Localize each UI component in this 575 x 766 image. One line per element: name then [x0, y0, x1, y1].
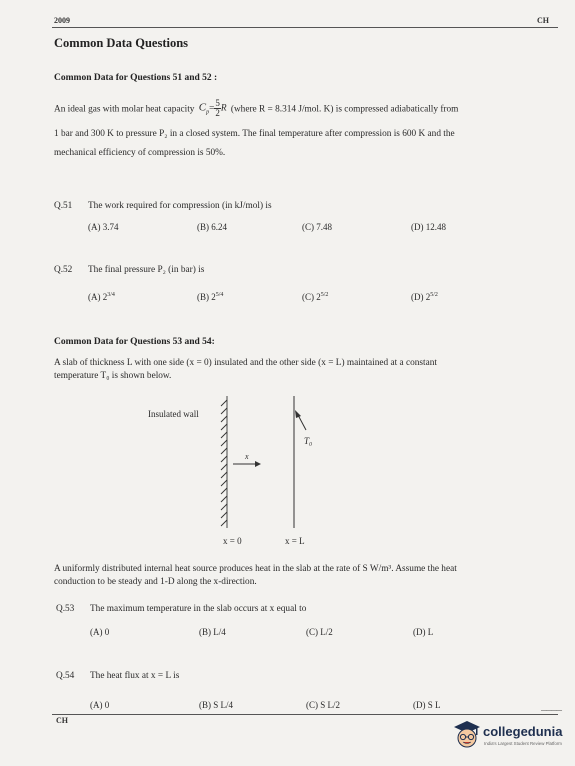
slab-diagram	[130, 388, 330, 553]
q51-option-a: (A) 3.74	[88, 222, 119, 232]
x-direction-arrow	[233, 461, 261, 467]
insulated-wall-hatch	[221, 396, 227, 528]
graduate-mascot-icon	[452, 719, 482, 751]
q52-number: Q.52	[54, 265, 73, 275]
q51-text: The work required for compression (in kJ/mol) is	[88, 201, 272, 211]
footer-page-mark: ————	[541, 708, 561, 714]
eq-r: R	[220, 103, 227, 114]
group2b-line1: A uniformly distributed internal heat source produces heat in the slab at the rate of S W/m³. Assume the heat	[54, 564, 457, 574]
eq-frac-den: 2	[215, 108, 220, 118]
q52-option-c	[302, 292, 328, 302]
group2-heading: Common Data for Questions 53 and 54:	[54, 337, 215, 347]
heat-capacity-equation	[199, 99, 227, 120]
group1-line2: 1 bar and 300 K to pressure P₂ in a closed system. The final temperature after compression is 600 K and the	[54, 129, 455, 139]
group1-line1-post: (where R = 8.314 J/mol. K) is compressed adiabatically from	[230, 104, 459, 115]
q53-option-c: (C) L/2	[306, 627, 333, 637]
eq-frac-num: 5	[215, 98, 220, 108]
q53-number: Q.53	[56, 604, 75, 614]
group1-heading: Common Data for Questions 51 and 52 :	[54, 73, 218, 83]
group2-line2: temperature T₀ is shown below.	[54, 371, 172, 381]
q54-text: The heat flux at x = L is	[90, 671, 180, 681]
q53-option-a: (A) 0	[90, 627, 110, 637]
eq-cp: C	[198, 101, 207, 114]
q53-option-d: (D) L	[413, 627, 434, 637]
eq-cp-sub: p	[206, 109, 210, 116]
footer-paper-code: CH	[56, 716, 68, 725]
q51-number: Q.51	[54, 201, 73, 211]
x0-label: x = 0	[223, 536, 242, 546]
q54-option-a: (A) 0	[90, 700, 110, 710]
q52-option-a-exp: 3/4	[107, 292, 115, 298]
q52-option-c-base: (C) 2	[302, 292, 321, 302]
header-rule	[52, 27, 558, 28]
t0-label: T₀	[304, 436, 313, 446]
xl-label: x = L	[285, 536, 305, 546]
group2-line1: A slab of thickness L with one side (x = 0) insulated and the other side (x = L) maintained at a constant	[54, 358, 437, 368]
q51-option-b: (B) 6.24	[197, 222, 227, 232]
group1-line1	[54, 99, 554, 120]
q52-option-b-base: (B) 2	[197, 292, 216, 302]
group1-line1-pre: An ideal gas with molar heat capacity	[54, 104, 195, 115]
header-year: 2009	[54, 16, 70, 25]
q52-option-d-exp: 5/2	[430, 292, 438, 298]
q52-option-d	[411, 292, 438, 302]
q53-option-b: (B) L/4	[199, 627, 226, 637]
logo-tagline: India's Largest Student Review Platform	[484, 741, 562, 746]
group2b-line2: conduction to be steady and 1-D along the x-direction.	[54, 577, 257, 587]
q52-option-c-exp: 5/2	[320, 292, 329, 298]
q54-option-b: (B) S L/4	[199, 700, 234, 710]
q52-option-b	[197, 292, 223, 302]
q54-option-d: (D) S L	[413, 700, 441, 710]
q52-option-a	[88, 292, 115, 302]
x-axis-label: x	[245, 452, 249, 461]
q53-text: The maximum temperature in the slab occurs at x equal to	[90, 604, 307, 614]
q52-text: The final pressure P₂ (in bar) is	[88, 265, 205, 275]
header-paper-code: CH	[537, 16, 549, 25]
q52-option-b-exp: 5/4	[215, 292, 224, 298]
q52-option-d-base: (D) 2	[411, 292, 431, 302]
footer-rule	[52, 714, 558, 715]
insulated-wall-label: Insulated wall	[148, 409, 199, 419]
collegedunia-logo[interactable]	[452, 717, 570, 755]
t0-pointer-arrow	[295, 410, 306, 430]
section-title: Common Data Questions	[54, 36, 189, 50]
q52-option-a-base: (A) 2	[88, 292, 108, 302]
q54-number: Q.54	[56, 671, 75, 681]
group1-line3: mechanical efficiency of compression is 50%.	[54, 148, 226, 158]
q54-option-c: (C) S L/2	[306, 700, 341, 710]
q51-option-d: (D) 12.48	[411, 222, 446, 232]
logo-wordmark: collegedunia	[483, 724, 563, 739]
eq-equals: =	[209, 103, 215, 114]
q51-option-c: (C) 7.48	[302, 222, 332, 232]
